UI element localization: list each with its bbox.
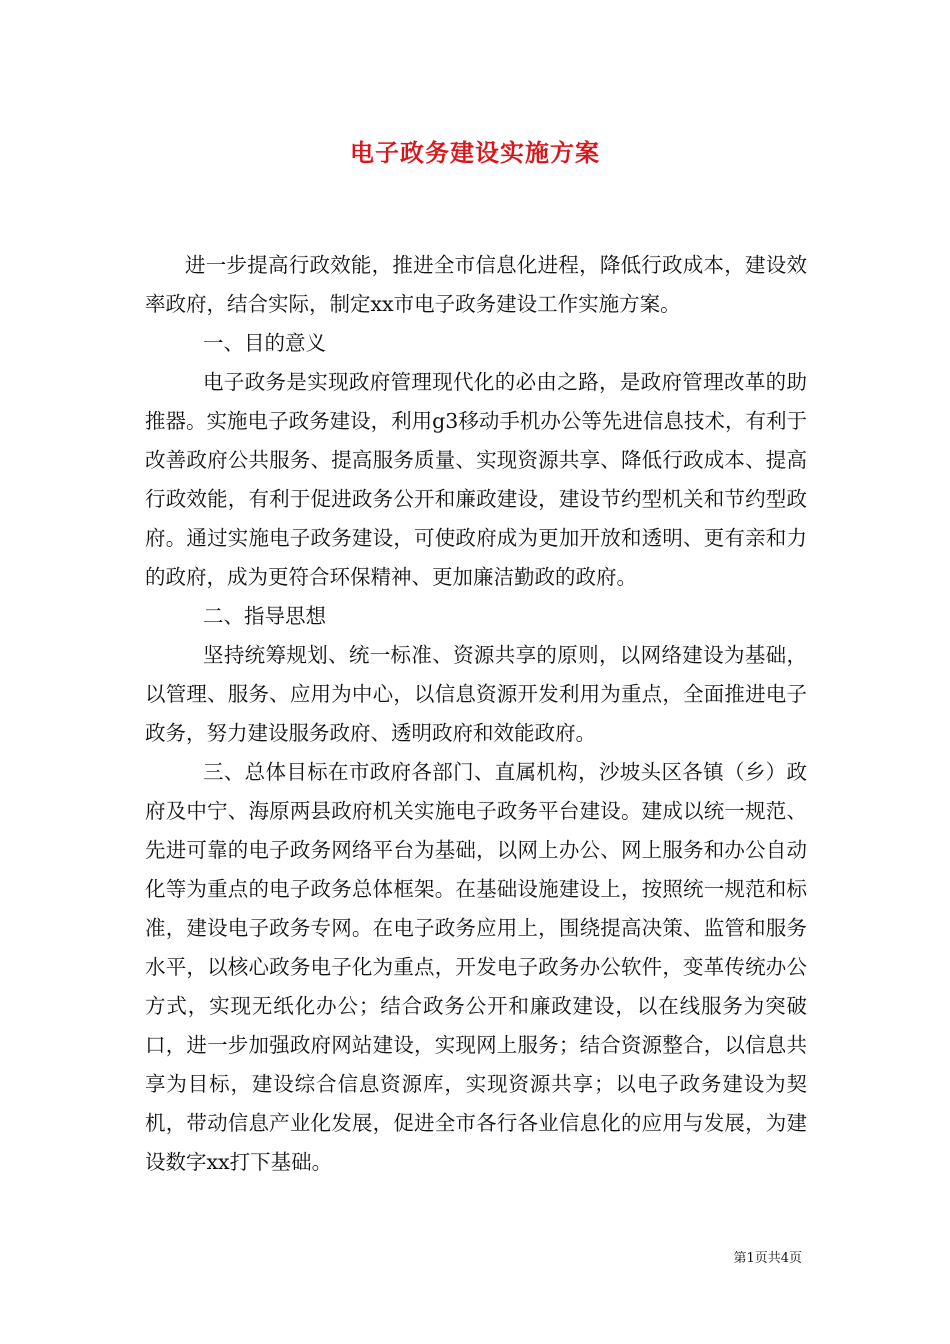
document-title: 电子政务建设实施方案 [350,138,600,167]
section-paragraph-1: 电子政务是实现政府管理现代化的必由之路，是政府管理改革的助推器。实施电子政务建设，利用g3移动手机办公等先进信息技术，有利于改善政府公共服务、提高服务质量、实现资源共享、降低行政成本、提高行政效能，有利于促进政务公开和廉政建设，建设节约型机关和节约型政府。通过实施电子政务建设，可使政府成为更加开放和透明、更有亲和力的政府，成为更符合环保精神、更加廉洁勤政的政府。 [145,370,807,589]
document-body [145,246,807,1182]
section-paragraph-3: 三、总体目标在市政府各部门、直属机构，沙坡头区各镇（乡）政府及中宁、海原两县政府机关实施电子政务平台建设。建成以统一规范、先进可靠的电子政务网络平台为基础，以网上办公、网上服务和办公自动化等为重点的电子政务总体框架。在基础设施建设上，按照统一规范和标准，建设电子政务专网。在电子政务应用上，围绕提高决策、监管和服务水平，以核心政务电子化为重点，开发电子政务办公软件，变革传统办公方式，实现无纸化办公；结合政务公开和廉政建设，以在线服务为突破口，进一步加强政府网站建设，实现网上服务；结合资源整合，以信息共享为目标，建设综合信息资源库，实现资源共享；以电子政务建设为契机，带动信息产业化发展，促进全市各行各业信息化的应用与发展，为建设数字xx打下基础。 [145,760,807,1174]
section-heading-1: 一、目的意义 [203,331,326,355]
intro-paragraph: 进一步提高行政效能，推进全市信息化进程，降低行政成本，建设效率政府，结合实际，制定xx市电子政务建设工作实施方案。 [145,253,807,316]
page-number-footer: 第1页共4页 [733,1251,802,1266]
section-paragraph-2: 坚持统筹规划、统一标准、资源共享的原则，以网络建设为基础，以管理、服务、应用为中心，以信息资源开发利用为重点，全面推进电子政务，努力建设服务政府、透明政府和效能政府。 [145,643,807,745]
section-heading-2: 二、指导思想 [203,604,326,628]
